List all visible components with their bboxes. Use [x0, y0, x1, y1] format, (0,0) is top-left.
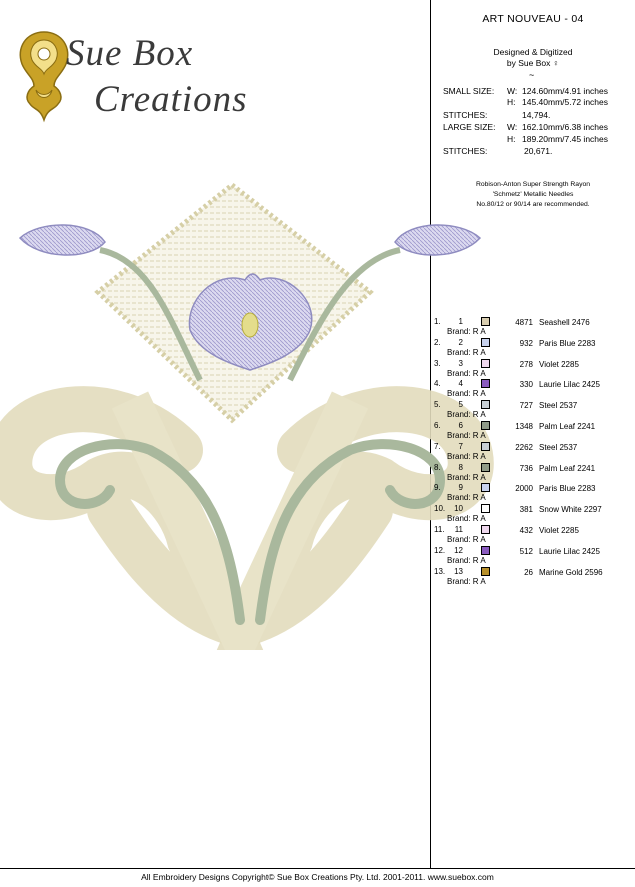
thread-color-name: Violet 2285	[539, 526, 579, 535]
large-w-value: 162.10mm/6.38 inches	[522, 122, 608, 132]
thread-stop: 4	[458, 379, 463, 389]
thread-color-name: Palm Leaf 2241	[539, 422, 596, 431]
credit-line-1: Designed & Digitized	[493, 47, 573, 57]
design-info-panel	[431, 0, 635, 868]
thread-color-name: Snow White 2297	[539, 505, 602, 515]
bud-left	[20, 225, 105, 255]
thread-row	[431, 335, 635, 356]
thread-stop: 6	[458, 421, 463, 430]
note-line-2: 'Schmetz' Metallic Needles	[492, 191, 574, 198]
thread-stitch-count: 330	[519, 380, 533, 390]
design-title: ART NOUVEAU - 04	[482, 13, 584, 25]
thread-color-swatch	[481, 338, 490, 347]
thread-stop: 8	[458, 462, 463, 472]
thread-stop: 13	[454, 566, 463, 576]
thread-number: 7.	[434, 441, 441, 451]
thread-row	[431, 418, 635, 439]
thread-color-name: Laurie Lilac 2425	[539, 546, 600, 556]
thread-color-swatch	[481, 567, 490, 576]
thread-number: 11.	[434, 525, 445, 534]
thread-brand: Brand: R A	[447, 576, 486, 586]
thread-row	[431, 314, 635, 335]
thread-brand: Brand: R A	[447, 368, 486, 378]
small-w-value: 124.60mm/4.91 inches	[522, 86, 608, 96]
thread-color-swatch	[481, 546, 490, 555]
thread-stitch-count: 381	[519, 505, 533, 515]
thread-number: 12.	[434, 545, 446, 555]
logo	[14, 22, 274, 127]
thread-brand: Brand: R A	[447, 347, 486, 357]
thread-color-name: Violet 2285	[539, 359, 579, 369]
thread-color-swatch	[481, 317, 490, 326]
thread-row	[431, 376, 635, 397]
thread-brand: Brand: R A	[447, 389, 486, 399]
thread-stitch-count: 512	[519, 546, 533, 556]
thread-stitch-count: 26	[524, 567, 533, 577]
thread-row	[431, 522, 635, 543]
thread-color-name: Steel 2537	[539, 442, 578, 452]
thread-color-swatch	[481, 359, 490, 368]
small-size-label: SMALL SIZE:	[443, 86, 495, 96]
thread-color-swatch	[481, 504, 490, 513]
small-stitches-value: 14,794.	[522, 110, 551, 120]
thread-color-swatch	[481, 421, 490, 430]
thread-brand: Brand: R A	[447, 451, 486, 461]
thread-stop: 1	[458, 317, 463, 326]
thread-color-name: Palm Leaf 2241	[539, 463, 596, 473]
thread-stitch-count: 432	[519, 526, 533, 535]
thread-stop: 2	[458, 337, 463, 347]
thread-stitch-count: 727	[519, 401, 533, 411]
large-h-label: H:	[507, 134, 516, 144]
small-h-value: 145.40mm/5.72 inches	[522, 97, 608, 107]
thread-number: 10.	[434, 504, 446, 514]
thread-row	[431, 397, 635, 418]
thread-row	[431, 356, 635, 377]
thread-color-name: Seashell 2476	[539, 318, 590, 327]
thread-brand: Brand: R A	[447, 472, 486, 482]
thread-stitch-count: 2000	[515, 484, 533, 494]
logo-text-line2: Creations	[94, 79, 248, 120]
thread-row	[431, 439, 635, 460]
thread-color-swatch	[481, 379, 490, 388]
thread-stop: 11	[454, 525, 463, 534]
large-w-label: W:	[507, 122, 518, 132]
large-h-value: 189.20mm/7.45 inches	[522, 134, 608, 144]
thread-row	[431, 543, 635, 564]
small-stitches-label: STITCHES:	[443, 110, 488, 120]
gold-ornament-logo-icon	[14, 24, 74, 124]
large-stitches-label: STITCHES:	[443, 146, 488, 156]
thread-row	[431, 501, 635, 522]
thread-color-name: Marine Gold 2596	[539, 567, 603, 577]
thread-brand: Brand: R A	[447, 431, 486, 440]
thread-color-name: Paris Blue 2283	[539, 484, 596, 494]
thread-stop: 10	[454, 504, 463, 514]
thread-stop: 5	[458, 400, 463, 410]
thread-color-swatch	[481, 483, 490, 492]
thread-number: 3.	[434, 358, 441, 368]
thread-stitch-count: 4871	[515, 318, 533, 327]
thread-stop: 9	[458, 483, 463, 493]
thread-stitch-count: 278	[519, 359, 533, 369]
credit-line-2: by Sue Box ♀	[506, 58, 560, 68]
thread-brand: Brand: R A	[447, 555, 486, 565]
thread-number: 9.	[434, 483, 441, 493]
thread-color-swatch	[481, 442, 490, 451]
thread-color-swatch	[481, 400, 490, 409]
thread-stitch-count: 932	[519, 338, 533, 348]
thread-number: 2.	[434, 337, 441, 347]
thread-stop: 7	[458, 441, 463, 451]
thread-row	[431, 460, 635, 481]
small-w-label: W:	[507, 86, 518, 96]
copyright-footer: All Embroidery Designs Copyright© Sue Box Creations Pty. Ltd. 2001-2011. www.suebox.com	[141, 872, 494, 882]
thread-number: 5.	[434, 400, 441, 410]
thread-number: 6.	[434, 421, 441, 430]
thread-stitch-count: 2262	[515, 442, 533, 452]
thread-row	[431, 480, 635, 501]
thread-stop: 12	[454, 545, 463, 555]
note-line-1: Robison-Anton Super Strength Rayon	[475, 181, 591, 188]
thread-brand: Brand: R A	[447, 410, 486, 420]
tilde-mark: ~	[529, 70, 535, 80]
thread-brand: Brand: R A	[447, 535, 486, 544]
thread-number: 8.	[434, 462, 441, 472]
thread-row	[431, 564, 635, 585]
thread-brand: Brand: R A	[447, 514, 486, 524]
thread-number: 1.	[434, 317, 441, 326]
thread-stitch-count: 1348	[515, 422, 533, 431]
thread-color-name: Paris Blue 2283	[539, 338, 596, 348]
large-size-label: LARGE SIZE:	[443, 122, 496, 132]
thread-number: 4.	[434, 379, 441, 389]
thread-stitch-count: 736	[519, 463, 533, 473]
footer-divider	[0, 868, 635, 869]
thread-color-name: Steel 2537	[539, 401, 578, 411]
note-line-3: No.80/12 or 90/14 are recommended.	[476, 201, 590, 208]
thread-color-swatch	[481, 463, 490, 472]
small-h-label: H:	[507, 97, 516, 107]
thread-color-swatch	[481, 525, 490, 534]
thread-number: 13.	[434, 566, 446, 576]
embroidery-design-image	[0, 180, 500, 650]
large-stitches-value: 20,671.	[524, 146, 553, 156]
thread-brand: Brand: R A	[447, 327, 486, 336]
thread-color-name: Laurie Lilac 2425	[539, 380, 600, 390]
logo-text-line1: Sue Box	[66, 33, 194, 74]
thread-stop: 3	[458, 358, 463, 368]
thread-brand: Brand: R A	[447, 493, 486, 503]
